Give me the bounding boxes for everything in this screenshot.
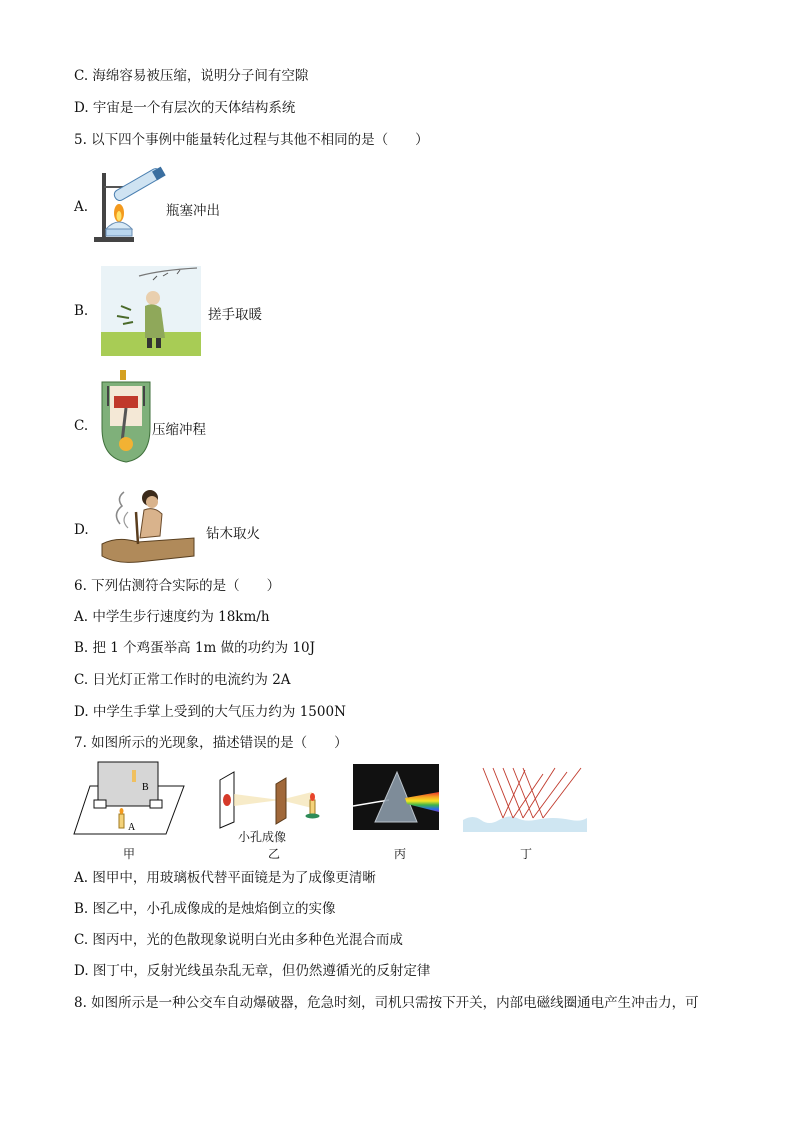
q6-option-c: C. 日光灯正常工作时的电流约为 2A xyxy=(74,672,291,688)
q6-option-a: A. 中学生步行速度约为 18km/h xyxy=(74,609,270,625)
q5-option-a-text: 瓶塞冲出 xyxy=(166,203,220,219)
q5-stem: 5. 以下四个事例中能量转化过程与其他不相同的是（ ） xyxy=(74,132,429,148)
image-b-label: B xyxy=(142,782,149,793)
q6-stem: 6. 下列估测符合实际的是（ ） xyxy=(74,578,281,594)
q7-option-c: C. 图丙中，光的色散现象说明白光由多种色光混合而成 xyxy=(74,932,403,948)
drill-wood-figure xyxy=(98,484,198,570)
q8-stem: 8. 如图所示是一种公交车自动爆破器，危急时刻，司机只需按下开关，内部电磁线圈通电产生冲击力，可 xyxy=(74,995,699,1011)
engine-cylinder-figure xyxy=(96,368,156,468)
prism-dispersion-figure xyxy=(353,764,439,830)
q4-option-d: D. 宇宙是一个有层次的天体结构系统 xyxy=(74,100,296,116)
pinhole-imaging-figure xyxy=(212,770,327,830)
candle-a-label: A xyxy=(128,822,136,833)
figure-jia-caption: 甲 xyxy=(122,847,135,861)
q6-option-d: D. 中学生手掌上受到的大气压力约为 1500N xyxy=(74,704,346,720)
q5-option-c-text: 压缩冲程 xyxy=(152,422,206,438)
q5-option-d-label: D. xyxy=(74,522,89,538)
figure-ding-caption: 丁 xyxy=(519,847,532,861)
q5-option-d-text: 钻木取火 xyxy=(206,526,260,542)
plane-mirror-experiment-figure xyxy=(72,760,187,838)
q7-option-d: D. 图丁中，反射光线虽杂乱无章，但仍然遵循光的反射定律 xyxy=(74,963,431,979)
q5-option-b-text: 搓手取暖 xyxy=(208,307,262,323)
q5-option-c-label: C. xyxy=(74,418,89,434)
q5-option-a-label: A. xyxy=(74,199,89,215)
q5-option-b-label: B. xyxy=(74,303,89,319)
figure-bing-caption: 丙 xyxy=(393,847,406,861)
q4-option-c: C. 海绵容易被压缩，说明分子间有空隙 xyxy=(74,68,309,84)
q7-option-a: A. 图甲中，用玻璃板代替平面镜是为了成像更清晰 xyxy=(74,870,376,886)
diffuse-reflection-figure xyxy=(463,764,587,832)
pinhole-caption: 小孔成像 xyxy=(237,830,286,844)
q6-option-b: B. 把 1 个鸡蛋举高 1m 做的功约为 10J xyxy=(74,640,316,656)
q7-option-b: B. 图乙中，小孔成像成的是烛焰倒立的实像 xyxy=(74,901,336,917)
test-tube-figure xyxy=(88,165,168,245)
rubbing-hands-figure xyxy=(101,266,201,356)
figure-yi-caption: 乙 xyxy=(267,847,280,861)
q7-stem: 7. 如图所示的光现象，描述错误的是（ ） xyxy=(74,735,348,751)
